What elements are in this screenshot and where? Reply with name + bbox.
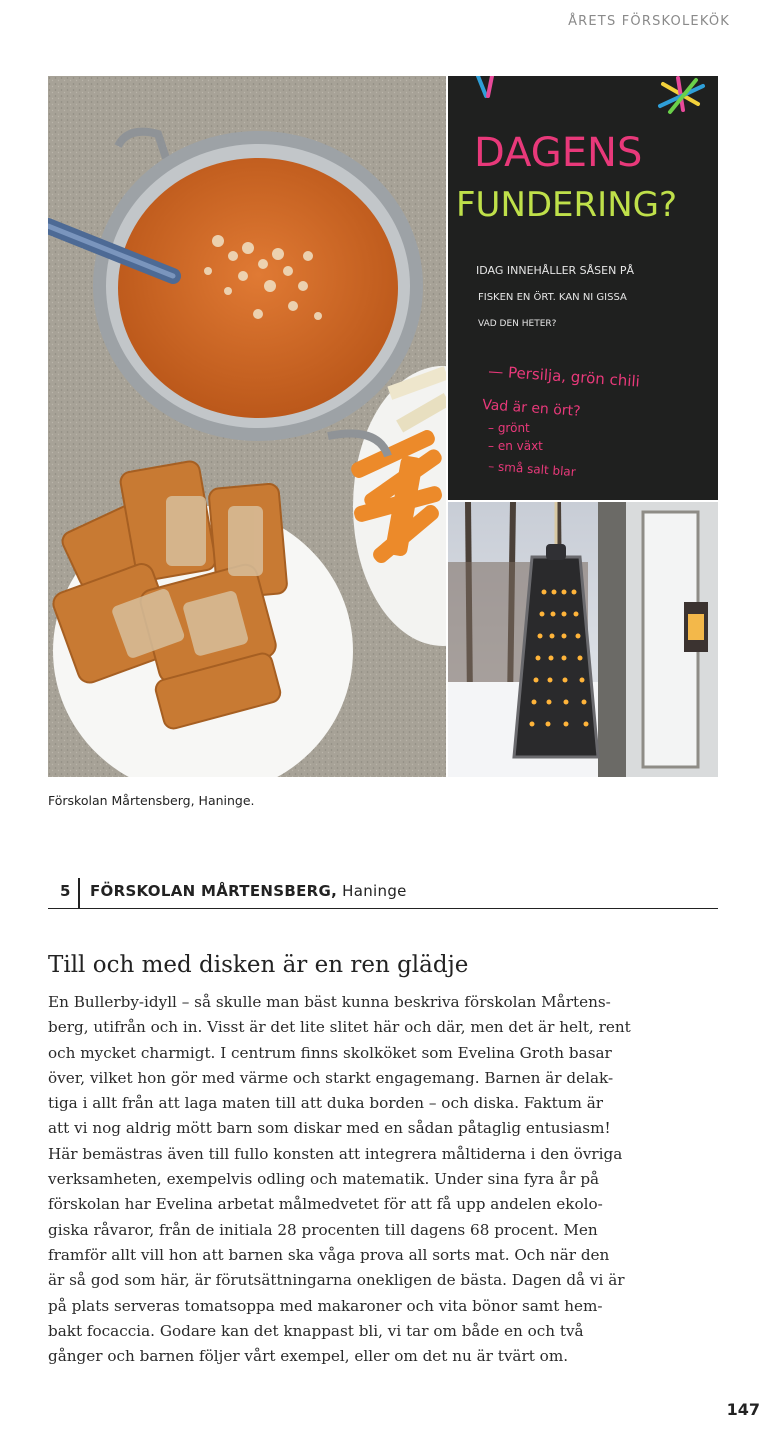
body-line: och mycket charmigt. I centrum finns skolköket som Evelina Groth basar <box>48 1043 612 1062</box>
board-title-line1: DAGENS <box>474 130 643 176</box>
board-answer2c: – små salt blar <box>487 459 577 480</box>
article-headline: Till och med disken är en ren glädje <box>48 952 469 978</box>
body-line: Här bemästras även till fullo konsten att integrera måltiderna i den övriga <box>48 1144 623 1163</box>
body-line: bakt focaccia. Godare kan det knappast bli, vi tar om både en och två <box>48 1321 584 1340</box>
section-title-location: Haninge <box>342 882 407 900</box>
section-header <box>48 872 718 909</box>
body-line: framför allt vill hon att barnen ska våga prova all sorts mat. Och när den <box>48 1245 610 1264</box>
body-line: tiga i allt från att laga maten till att duka borden – och diska. Faktum är <box>48 1094 604 1113</box>
board-line1: IDAG INNEHÅLLER SÅSEN PÅ <box>476 264 634 277</box>
body-line: att vi nog aldrig mött barn som diskar med en sådan påtaglig entusiasm! <box>48 1119 611 1138</box>
body-line: på plats serveras tomatsoppa med makaroner och vita bönor samt hem- <box>48 1296 603 1315</box>
body-line: verksamheten, exempelvis odling och matematik. Under sina fyra år på <box>48 1170 600 1189</box>
section-title-name: FÖRSKOLAN MÅRTENSBERG, <box>90 882 338 900</box>
body-line: giska råvaror, från de initiala 28 procenten till dagens 68 procent. Men <box>48 1220 598 1239</box>
article-body <box>48 990 728 1369</box>
soup-and-bread-photo <box>48 76 446 777</box>
photo-caption: Förskolan Mårtensberg, Haninge. <box>48 793 255 808</box>
board-answer2a: – grönt <box>488 421 530 435</box>
photo-collage <box>48 76 718 777</box>
board-line2: FISKEN EN ÖRT. KAN NI GISSA <box>478 292 627 303</box>
body-line: förskolan har Evelina arbetat målmedvetet för att få upp andelen ekolo- <box>48 1195 603 1214</box>
running-head: ÅRETS FÖRSKOLEKÖK <box>568 14 730 29</box>
section-title <box>90 882 407 900</box>
board-line3: VAD DEN HETER? <box>478 319 557 329</box>
board-answer2b: – en växt <box>488 439 543 453</box>
board-answer1: — Persilja, grön chili <box>487 362 641 391</box>
body-line: En Bullerby-idyll – så skulle man bäst kunna beskriva förskolan Mårtens- <box>48 993 611 1011</box>
body-line: berg, utifrån och in. Visst är det lite slitet här och där, men det är helt, rent <box>48 1018 631 1037</box>
body-line: gånger och barnen följer vårt exempel, eller om det nu är tvärt om. <box>48 1347 569 1366</box>
board-question2: Vad är en ört? <box>481 397 581 420</box>
chalkboard-photo <box>448 76 718 500</box>
page-number: 147 <box>726 1400 760 1419</box>
section-number: 5 <box>60 882 71 900</box>
grater-lantern-photo <box>448 502 718 777</box>
section-divider <box>78 878 80 908</box>
board-title-line2: FUNDERING? <box>456 185 678 225</box>
body-line: över, vilket hon gör med värme och starkt engagemang. Barnen är delak- <box>48 1068 614 1087</box>
body-line: är så god som här, är förutsättningarna onekligen de bästa. Dagen då vi är <box>48 1271 625 1290</box>
